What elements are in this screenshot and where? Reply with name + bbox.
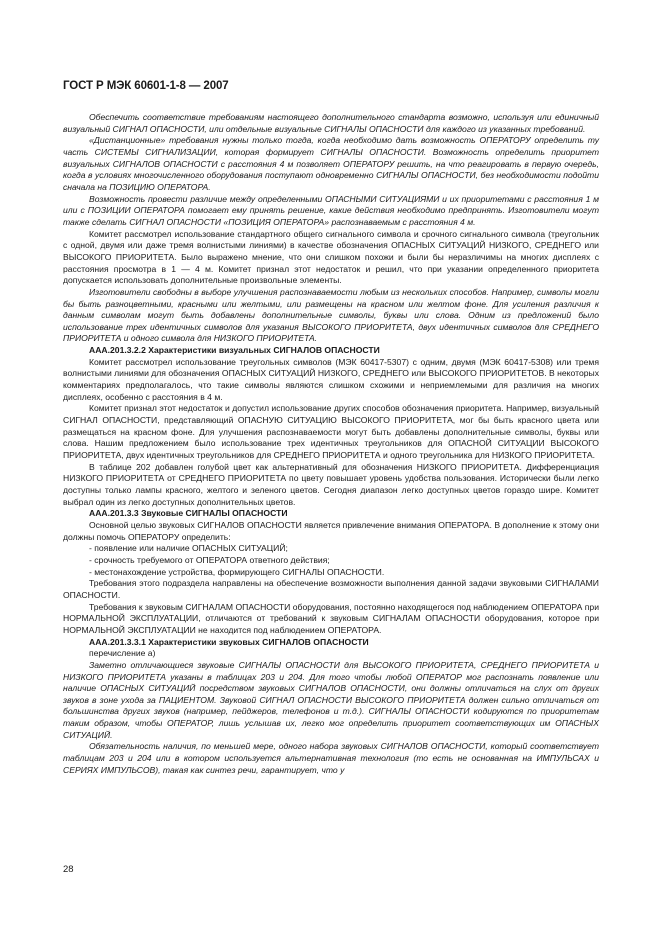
section-heading: ААА.201.3.2.2 Характеристики визуальных СИГНАЛОВ ОПАСНОСТИ	[89, 345, 380, 356]
paragraph: Возможность провести различие между определенными ОПАСНЫМИ СИТУАЦИЯМИ и их приоритетами с расстояния 1 м или с ПОЗИЦИИ ОПЕРАТОРА помогает ему принять решение, какие действия необходимо предпринять. Изготовители могут также сделать СИГНАЛ ОПАСНОСТИ «ПОЗИЦИЯ ОПЕРАТОРА» распознаваемым с расстояния 4 м.	[63, 193, 599, 227]
section-heading: ААА.201.3.3.1 Характеристики звуковых СИГНАЛОВ ОПАСНОСТИ	[89, 636, 369, 647]
paragraph: Требования этого подраздела направлены на обеспечение возможности выполнения данной задачи звуковыми СИГНАЛАМИ ОПАСНОСТИ.	[63, 578, 599, 600]
list-item: - срочность требуемого от ОПЕРАТОРА ответного действия;	[89, 554, 330, 565]
paragraph: Обеспечить соответствие требованиям настоящего дополнительного стандарта возможно, используя или единичный визуальный СИГНАЛ ОПАСНОСТИ, или отдельные визуальные СИГНАЛЫ ОПАСНОСТИ для каждого из указанных требований.	[63, 112, 599, 134]
paragraph: Требования к звуковым СИГНАЛАМ ОПАСНОСТИ оборудования, постоянно находящегося под наблюдением ОПЕРАТОРА при НОРМАЛЬНОЙ ЭКСПЛУАТАЦИИ, отличаются от требований к звуковым СИГНАЛАМ ОПАСНОСТИ оборудования, которое при НОРМАЛЬНОЙ ЭКСПЛУАТАЦИИ не находится под наблюдением ОПЕРАТОРА.	[63, 601, 599, 635]
document-header: ГОСТ Р МЭК 60601-1-8 — 2007	[63, 80, 229, 92]
page-body	[63, 112, 599, 776]
paragraph: Заметно отличающиеся звуковые СИГНАЛЫ ОПАСНОСТИ для ВЫСОКОГО ПРИОРИТЕТА, СРЕДНЕГО ПРИОРИТЕТА и НИЗКОГО ПРИОРИТЕТА указаны в таблицах 203 и 204. Для того чтобы любой ОПЕРАТОР мог распознать появление или наличие ОПАСНЫХ СИТУАЦИЙ посредством звуковых СИГНАЛОВ ОПАСНОСТИ, они должны отличаться на слух от других звуков в зоне ухода за ПАЦИЕНТОМ. Звуковой СИГНАЛ ОПАСНОСТИ ВЫСОКОГО ПРИОРИТЕТА должен сильно отличаться от большинства других звуков (например, пейджеров, телефонов и т.д.). СИГНАЛЫ ОПАСНОСТИ кодируются по приоритетам таким образом, чтобы ОПЕРАТОР, лишь услышав их, легко мог определить приоритет соответствующих им ОПАСНЫХ СИТУАЦИЙ.	[63, 659, 599, 740]
paragraph: Обязательность наличия, по меньшей мере, одного набора звуковых СИГНАЛОВ ОПАСНОСТИ, который соответствует таблицам 203 и 204 или в котором используется альтернативная технология (то есть не основанная на ИМПУЛЬСАХ и СЕРИЯХ ИМПУЛЬСОВ), такая как синтез речи, гарантирует, что у	[63, 741, 599, 775]
list-item: - появление или наличие ОПАСНЫХ СИТУАЦИЙ;	[89, 543, 288, 554]
paragraph: Комитет рассмотрел использование треугольных символов (МЭК 60417-5307) с одним, двумя (МЭК 60417-5308) или тремя волнистыми линиями для обозначения ОПАСНЫХ СИТУАЦИЙ НИЗКОГО, СРЕДНЕГО или ВЫСОКОГО ПРИОРИТЕТОВ. В некоторых комментариях предполагалось, что такие символы являются слишком схожими и неприемлемыми для различия на многих дисплеях, особенно с расстояния в 4 м.	[63, 356, 599, 402]
list-item: - местонахождение устройства, формирующего СИГНАЛЫ ОПАСНОСТИ.	[89, 566, 385, 577]
paragraph: Изготовители свободны в выборе улучшения распознаваемости любым из нескольких способов. Например, символы могли бы быть разноцветными, красными или желтыми, или размещены на красном или желтом фоне. Для усиления различия к данным символам могут быть добавлены дополнительные символы, буквы или слова. Одним из предложений было использование трех идентичных символов для указания ВЫСОКОГО ПРИОРИТЕТА, двух идентичных символов для СРЕДНЕГО ПРИОРИТЕТА и одного символа для НИЗКОГО ПРИОРИТЕТА.	[63, 286, 599, 344]
paragraph: Комитет признал этот недостаток и допустил использование других способов обозначения приоритета. Например, визуальный СИГНАЛ ОПАСНОСТИ, представляющий ОПАСНУЮ СИТУАЦИЮ ВЫСОКОГО ПРИОРИТЕТА, мог бы быть красного цвета или размещаться на красном фоне. Для улучшения распознаваемости могут быть добавлены дополнительные символы, буквы или слова. Нашим предложением было использование трех идентичных треугольников для ОПАСНОЙ СИТУАЦИИ ВЫСОКОГО ПРИОРИТЕТА, двух идентичных треугольников для СРЕДНЕГО ПРИОРИТЕТА и одного треугольника для НИЗКОГО ПРИОРИТЕТА.	[63, 403, 599, 461]
paragraph: Комитет рассмотрел использование стандартного общего сигнального символа и срочного сигнального символа (треугольник с одной, двумя или даже тремя волнистыми линиями) в качестве обозначения ОПАСНЫХ СИТУАЦИЙ НИЗКОГО, СРЕДНЕГО или ВЫСОКОГО ПРИОРИТЕТА. Было выражено мнение, что они слишком похожи и были бы неразличимы на многих дисплеях с расстояния просмотра в 1 — 4 м. Комитет признал этот недостаток и решил, что при указании определенного приоритета допускается использовать дополнительные произвольные элементы.	[63, 228, 599, 286]
section-heading: ААА.201.3.3 Звуковые СИГНАЛЫ ОПАСНОСТИ	[89, 508, 288, 519]
paragraph: Основной целью звуковых СИГНАЛОВ ОПАСНОСТИ является привлечение внимания ОПЕРАТОРА. В дополнение к этому они должны помочь ОПЕРАТОРУ определить:	[63, 519, 599, 542]
list-label: перечисление а)	[89, 648, 156, 659]
paragraph: «Дистанционные» требования нужны только тогда, когда необходимо дать возможность ОПЕРАТОРУ определить ту часть СИСТЕМЫ СИГНАЛИЗАЦИИ, которая формирует СИГНАЛЫ ОПАСНОСТИ. Возможность определить приоритет визуальных СИГНАЛОВ ОПАСНОСТИ с расстояния 4 м позволяет ОПЕРАТОРУ решить, на что реагировать в первую очередь, когда в условиях многочисленного оборудования поступают одновременно СИГНАЛЫ ОПАСНОСТИ, без необходимости подойти сначала на ПОЗИЦИЮ ОПЕРАТОРА.	[63, 135, 599, 192]
paragraph: В таблице 202 добавлен голубой цвет как альтернативный для обозначения НИЗКОГО ПРИОРИТЕТА. Дифференциация НИЗКОГО ПРИОРИТЕТА от СРЕДНЕГО ПРИОРИТЕТА по цвету повышает уровень удобства пользования. Исторически были легко доступны только лампы красного, желтого и зеленого цветов. Сегодня диапазон легко доступных цветов гораздо шире. Комитет выбрал один из легко доступных дополнительных цветов.	[63, 461, 599, 507]
page-number: 28	[63, 864, 74, 875]
